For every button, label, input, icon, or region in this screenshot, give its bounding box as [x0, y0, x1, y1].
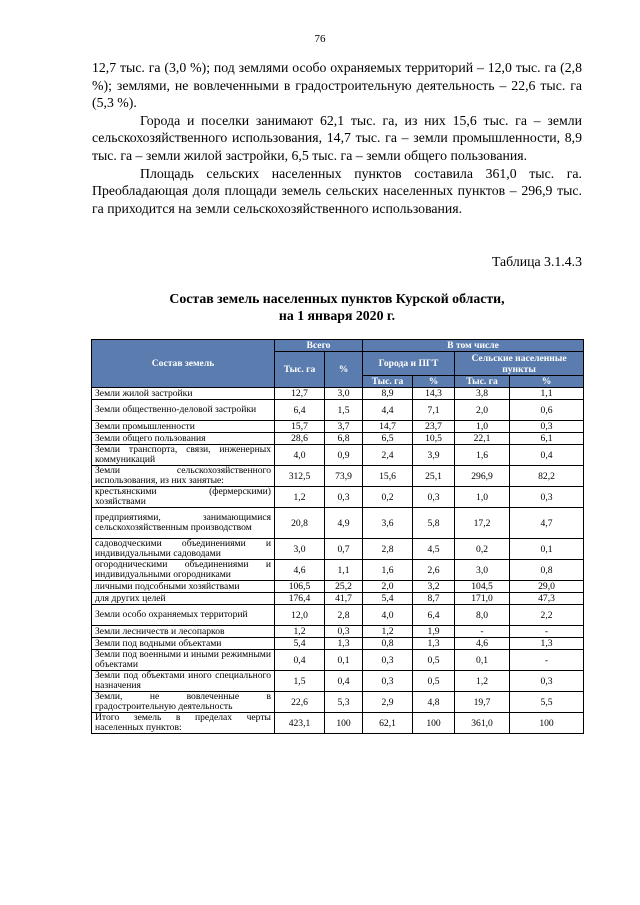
cell-value: 1,5: [325, 400, 363, 421]
cell-value: 0,5: [413, 650, 455, 671]
header-rural-pct: %: [510, 376, 584, 388]
row-label: Земли под водными объектами: [92, 638, 275, 650]
land-composition-table: [91, 339, 584, 734]
cell-value: 4,8: [413, 692, 455, 713]
cell-value: 1,3: [325, 638, 363, 650]
table-label: Таблица 3.1.4.3: [491, 254, 582, 269]
cell-value: 6,4: [275, 400, 325, 421]
cell-value: 4,6: [275, 560, 325, 581]
cell-value: 23,7: [413, 421, 455, 433]
cell-value: 6,1: [510, 433, 584, 445]
table-row: [92, 626, 584, 638]
cell-value: 1,2: [363, 626, 413, 638]
cell-value: 3,0: [325, 388, 363, 400]
row-label: Земли общего пользования: [92, 433, 275, 445]
table-row: [92, 713, 584, 734]
row-label: Земли особо охраняемых территорий: [92, 605, 275, 626]
cell-value: 1,2: [275, 487, 325, 508]
table-title: [92, 290, 582, 324]
row-label: для других целей: [92, 593, 275, 605]
row-label: Земли лесничеств и лесопарков: [92, 626, 275, 638]
cell-value: 4,0: [363, 605, 413, 626]
header-rural: Сельские населенные пункты: [455, 352, 584, 376]
cell-value: 0,6: [510, 400, 584, 421]
cell-value: 3,0: [455, 560, 510, 581]
cell-value: 2,0: [455, 400, 510, 421]
cell-value: 8,9: [363, 388, 413, 400]
table-row: [92, 388, 584, 400]
cell-value: 73,9: [325, 466, 363, 487]
header-total-ha: Тыс. га: [275, 352, 325, 388]
cell-value: 0,1: [325, 650, 363, 671]
cell-value: 1,2: [455, 671, 510, 692]
table-title-line: Состав земель населенных пунктов Курской области,: [169, 291, 505, 306]
cell-value: 1,1: [325, 560, 363, 581]
cell-value: 1,2: [275, 626, 325, 638]
cell-value: 171,0: [455, 593, 510, 605]
cell-value: 8,0: [455, 605, 510, 626]
cell-value: 0,2: [363, 487, 413, 508]
cell-value: 2,4: [363, 445, 413, 466]
cell-value: 62,1: [363, 713, 413, 734]
header-composition: Состав земель: [92, 340, 275, 388]
cell-value: 0,7: [325, 539, 363, 560]
table-row: [92, 421, 584, 433]
header-total-pct: %: [325, 352, 363, 388]
cell-value: -: [455, 626, 510, 638]
row-label: Земли общественно-деловой застройки: [92, 400, 275, 421]
cell-value: 0,8: [363, 638, 413, 650]
cell-value: 20,8: [275, 508, 325, 539]
cell-value: 22,1: [455, 433, 510, 445]
row-label: Земли жилой застройки: [92, 388, 275, 400]
cell-value: 0,1: [510, 539, 584, 560]
table-row: [92, 671, 584, 692]
cell-value: 176,4: [275, 593, 325, 605]
cell-value: 3,8: [455, 388, 510, 400]
cell-value: 0,3: [363, 671, 413, 692]
cell-value: 0,2: [455, 539, 510, 560]
cell-value: 2,6: [413, 560, 455, 581]
table-title-line: на 1 января 2020 г.: [278, 308, 396, 323]
cell-value: 12,7: [275, 388, 325, 400]
cell-value: 1,1: [510, 388, 584, 400]
cell-value: 6,8: [325, 433, 363, 445]
cell-value: 100: [325, 713, 363, 734]
header-cities: Города и ПГТ: [363, 352, 455, 376]
cell-value: 10,5: [413, 433, 455, 445]
cell-value: 0,5: [413, 671, 455, 692]
table-row: [92, 508, 584, 539]
cell-value: 2,8: [363, 539, 413, 560]
cell-value: 7,1: [413, 400, 455, 421]
cell-value: 4,0: [275, 445, 325, 466]
cell-value: 4,6: [455, 638, 510, 650]
cell-value: 100: [413, 713, 455, 734]
row-label: Земли, не вовлеченные в градостроительную деятельность: [92, 692, 275, 713]
cell-value: 3,9: [413, 445, 455, 466]
cell-value: 423,1: [275, 713, 325, 734]
cell-value: 0,4: [275, 650, 325, 671]
cell-value: 12,0: [275, 605, 325, 626]
row-label: огородническими объединениями и индивидуальными огородниками: [92, 560, 275, 581]
cell-value: 14,3: [413, 388, 455, 400]
cell-value: 0,3: [510, 671, 584, 692]
cell-value: 25,2: [325, 581, 363, 593]
cell-value: 29,0: [510, 581, 584, 593]
cell-value: 2,8: [325, 605, 363, 626]
cell-value: 3,6: [363, 508, 413, 539]
row-label: крестьянскими (фермерскими) хозяйствами: [92, 487, 275, 508]
header-cities-pct: %: [413, 376, 455, 388]
cell-value: 2,2: [510, 605, 584, 626]
cell-value: 106,5: [275, 581, 325, 593]
table-row: [92, 560, 584, 581]
paragraph: Площадь сельских населенных пунктов составила 361,0 тыс. га. Преобладающая доля площади земель сельских населенных пунктов – 296,9 тыс. га приходится на земли сельскохозяйственного использования.: [92, 165, 582, 216]
cell-value: 3,7: [325, 421, 363, 433]
cell-value: 4,9: [325, 508, 363, 539]
cell-value: 5,8: [413, 508, 455, 539]
cell-value: 17,2: [455, 508, 510, 539]
row-label: Земли под объектами иного специального назначения: [92, 671, 275, 692]
table-row: [92, 400, 584, 421]
cell-value: 4,4: [363, 400, 413, 421]
cell-value: 0,3: [510, 421, 584, 433]
cell-value: 28,6: [275, 433, 325, 445]
cell-value: 1,6: [455, 445, 510, 466]
body-text: [92, 59, 582, 217]
cell-value: 296,9: [455, 466, 510, 487]
header-total: Всего: [275, 340, 363, 352]
cell-value: 0,8: [510, 560, 584, 581]
cell-value: 1,0: [455, 487, 510, 508]
table-row: [92, 433, 584, 445]
cell-value: 6,5: [363, 433, 413, 445]
table-row: [92, 581, 584, 593]
table-row: [92, 487, 584, 508]
cell-value: 2,0: [363, 581, 413, 593]
cell-value: 1,3: [413, 638, 455, 650]
table-row: [92, 593, 584, 605]
cell-value: 0,3: [325, 626, 363, 638]
cell-value: 0,3: [413, 487, 455, 508]
cell-value: 1,9: [413, 626, 455, 638]
table-body: [92, 388, 584, 734]
row-label: Земли сельскохозяйственного использования, из них занятые:: [92, 466, 275, 487]
cell-value: 5,5: [510, 692, 584, 713]
cell-value: 4,7: [510, 508, 584, 539]
cell-value: 4,5: [413, 539, 455, 560]
table-row: [92, 638, 584, 650]
cell-value: 25,1: [413, 466, 455, 487]
cell-value: 3,0: [275, 539, 325, 560]
cell-value: 0,1: [455, 650, 510, 671]
cell-value: 82,2: [510, 466, 584, 487]
cell-value: 0,3: [325, 487, 363, 508]
cell-value: 0,4: [510, 445, 584, 466]
cell-value: 22,6: [275, 692, 325, 713]
row-label: личными подсобными хозяйствами: [92, 581, 275, 593]
cell-value: 5,4: [363, 593, 413, 605]
row-label: Земли промышленности: [92, 421, 275, 433]
cell-value: 1,3: [510, 638, 584, 650]
cell-value: 0,3: [363, 650, 413, 671]
cell-value: 361,0: [455, 713, 510, 734]
row-label: садоводческими объединениями и индивидуальными садоводами: [92, 539, 275, 560]
cell-value: 15,6: [363, 466, 413, 487]
paragraph: 12,7 тыс. га (3,0 %); под землями особо охраняемых территорий – 12,0 тыс. га (2,8 %); землями, не вовлеченными в градостроительную деятельность – 22,6 тыс. га (5,3 %).: [92, 60, 582, 111]
cell-value: 8,7: [413, 593, 455, 605]
cell-value: 5,4: [275, 638, 325, 650]
cell-value: 3,2: [413, 581, 455, 593]
cell-value: 2,9: [363, 692, 413, 713]
cell-value: 15,7: [275, 421, 325, 433]
table-row: [92, 539, 584, 560]
cell-value: 47,3: [510, 593, 584, 605]
cell-value: 0,9: [325, 445, 363, 466]
table-row: [92, 692, 584, 713]
cell-value: 104,5: [455, 581, 510, 593]
row-label: предприятиями, занимающимися сельскохозяйственным производством: [92, 508, 275, 539]
row-label: Земли под военными и иными режимными объектами: [92, 650, 275, 671]
cell-value: -: [510, 650, 584, 671]
cell-value: 0,3: [510, 487, 584, 508]
cell-value: 6,4: [413, 605, 455, 626]
table-row: [92, 445, 584, 466]
page-number: 76: [314, 33, 326, 45]
header-rural-ha: Тыс. га: [455, 376, 510, 388]
table-row: [92, 466, 584, 487]
cell-value: -: [510, 626, 584, 638]
cell-value: 14,7: [363, 421, 413, 433]
cell-value: 312,5: [275, 466, 325, 487]
table-row: [92, 605, 584, 626]
cell-value: 19,7: [455, 692, 510, 713]
cell-value: 41,7: [325, 593, 363, 605]
cell-value: 0,4: [325, 671, 363, 692]
table-row: [92, 650, 584, 671]
row-label: Земли транспорта, связи, инженерных коммуникаций: [92, 445, 275, 466]
header-cities-ha: Тыс. га: [363, 376, 413, 388]
header-including: В том числе: [363, 340, 584, 352]
cell-value: 1,6: [363, 560, 413, 581]
cell-value: 100: [510, 713, 584, 734]
cell-value: 1,5: [275, 671, 325, 692]
cell-value: 5,3: [325, 692, 363, 713]
row-label: Итого земель в пределах черты населенных пунктов:: [92, 713, 275, 734]
paragraph: Города и поселки занимают 62,1 тыс. га, из них 15,6 тыс. га – земли сельскохозяйственного использования, 14,7 тыс. га – земли промышленности, 8,9 тыс. га – земли жилой застройки, 6,5 тыс. га – земли общего пользования.: [92, 112, 582, 163]
cell-value: 1,0: [455, 421, 510, 433]
